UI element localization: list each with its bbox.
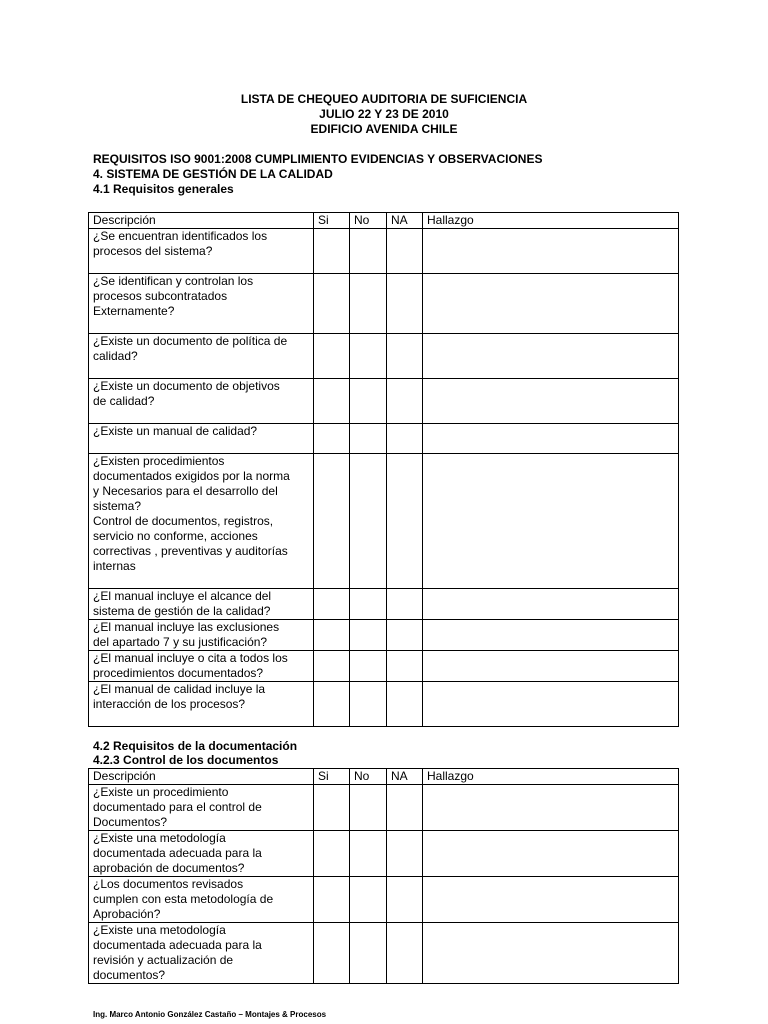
header-na: NA [387, 769, 423, 785]
answer-na-cell[interactable] [387, 682, 423, 727]
answer-no-cell[interactable] [350, 424, 387, 454]
answer-na-cell[interactable] [387, 620, 423, 651]
header-na: NA [387, 213, 423, 229]
question-text: ¿Se identifican y controlan los procesos subcontratados Externamente? [89, 274, 314, 334]
question-text: ¿Existe un manual de calidad? [89, 424, 314, 454]
header-si: Si [314, 213, 350, 229]
answer-si-cell[interactable] [314, 620, 350, 651]
answer-no-cell[interactable] [350, 682, 387, 727]
answer-si-cell[interactable] [314, 454, 350, 589]
answer-si-cell[interactable] [314, 334, 350, 379]
section-heading-document-control: 4.2.3 Control de los documentos [93, 753, 279, 767]
table-row [89, 877, 679, 923]
hallazgo-cell[interactable] [423, 682, 679, 727]
header-si: Si [314, 769, 350, 785]
answer-na-cell[interactable] [387, 334, 423, 379]
answer-no-cell[interactable] [350, 877, 387, 923]
question-text: ¿Existe una metodología documentada adecuada para la aprobación de documentos? [89, 831, 314, 877]
answer-na-cell[interactable] [387, 589, 423, 620]
table-row [89, 334, 679, 379]
answer-no-cell[interactable] [350, 620, 387, 651]
answer-na-cell[interactable] [387, 379, 423, 424]
section-heading-documentation: 4.2 Requisitos de la documentación [93, 739, 298, 753]
answer-no-cell[interactable] [350, 454, 387, 589]
table-row [89, 379, 679, 424]
header-no: No [350, 769, 387, 785]
checklist-table-documents [88, 768, 679, 984]
table-row [89, 620, 679, 651]
answer-na-cell[interactable] [387, 831, 423, 877]
answer-na-cell[interactable] [387, 229, 423, 274]
answer-si-cell[interactable] [314, 877, 350, 923]
table-row [89, 274, 679, 334]
title-line-3: EDIFICIO AVENIDA CHILE [310, 122, 458, 136]
section-heading-general-requirements: 4.1 Requisitos generales [93, 182, 234, 196]
answer-na-cell[interactable] [387, 923, 423, 984]
question-text: ¿Existe un procedimiento documentado para el control de Documentos? [89, 785, 314, 831]
hallazgo-cell[interactable] [423, 923, 679, 984]
answer-no-cell[interactable] [350, 274, 387, 334]
hallazgo-cell[interactable] [423, 424, 679, 454]
checklist-table-general [88, 212, 679, 727]
hallazgo-cell[interactable] [423, 651, 679, 682]
section-heading-quality-system: 4. SISTEMA DE GESTIÓN DE LA CALIDAD [93, 167, 333, 181]
footer-author: Ing. Marco Antonio González Castaño – Montajes & Procesos [93, 1010, 327, 1019]
answer-si-cell[interactable] [314, 923, 350, 984]
answer-si-cell[interactable] [314, 379, 350, 424]
question-text: ¿Existe una metodología documentada adecuada para la revisión y actualización de documentos? [89, 923, 314, 984]
answer-na-cell[interactable] [387, 785, 423, 831]
table-row [89, 831, 679, 877]
answer-no-cell[interactable] [350, 923, 387, 984]
question-text: ¿Se encuentran identificados los procesos del sistema? [89, 229, 314, 274]
header-descripcion: Descripción [89, 769, 314, 785]
table-row [89, 589, 679, 620]
question-text: ¿El manual incluye o cita a todos los procedimientos documentados? [89, 651, 314, 682]
answer-no-cell[interactable] [350, 785, 387, 831]
table-row [89, 454, 679, 589]
table-header-row [89, 769, 679, 785]
hallazgo-cell[interactable] [423, 454, 679, 589]
hallazgo-cell[interactable] [423, 785, 679, 831]
table-row [89, 682, 679, 727]
hallazgo-cell[interactable] [423, 831, 679, 877]
table-row [89, 229, 679, 274]
question-text: ¿Existe un documento de objetivos de calidad? [89, 379, 314, 424]
table-header-row [89, 213, 679, 229]
answer-no-cell[interactable] [350, 334, 387, 379]
header-no: No [350, 213, 387, 229]
title-line-1: LISTA DE CHEQUEO AUDITORIA DE SUFICIENCIA [240, 92, 528, 106]
answer-na-cell[interactable] [387, 424, 423, 454]
answer-si-cell[interactable] [314, 229, 350, 274]
table-row [89, 424, 679, 454]
hallazgo-cell[interactable] [423, 229, 679, 274]
answer-no-cell[interactable] [350, 831, 387, 877]
answer-si-cell[interactable] [314, 589, 350, 620]
answer-no-cell[interactable] [350, 379, 387, 424]
section-heading-requirements: REQUISITOS ISO 9001:2008 CUMPLIMIENTO EVIDENCIAS Y OBSERVACIONES [93, 152, 543, 166]
question-text: ¿Existen procedimientos documentados exigidos por la norma y Necesarios para el desarrollo del sistema? Control de documentos, registros, servicio no conforme, acciones correctivas , preventivas y auditorías internas [89, 454, 314, 589]
header-hallazgo: Hallazgo [423, 213, 679, 229]
answer-no-cell[interactable] [350, 589, 387, 620]
hallazgo-cell[interactable] [423, 334, 679, 379]
answer-no-cell[interactable] [350, 229, 387, 274]
hallazgo-cell[interactable] [423, 379, 679, 424]
table-row [89, 785, 679, 831]
answer-si-cell[interactable] [314, 682, 350, 727]
question-text: ¿El manual de calidad incluye la interacción de los procesos? [89, 682, 314, 727]
hallazgo-cell[interactable] [423, 620, 679, 651]
answer-si-cell[interactable] [314, 651, 350, 682]
answer-na-cell[interactable] [387, 877, 423, 923]
answer-si-cell[interactable] [314, 274, 350, 334]
question-text: ¿Los documentos revisados cumplen con esta metodología de Aprobación? [89, 877, 314, 923]
table-row [89, 923, 679, 984]
answer-si-cell[interactable] [314, 785, 350, 831]
header-hallazgo: Hallazgo [423, 769, 679, 785]
hallazgo-cell[interactable] [423, 589, 679, 620]
answer-si-cell[interactable] [314, 424, 350, 454]
answer-si-cell[interactable] [314, 831, 350, 877]
question-text: ¿El manual incluye el alcance del sistema de gestión de la calidad? [89, 589, 314, 620]
title-line-2: JULIO 22 Y 23 DE 2010 [319, 107, 449, 121]
header-descripcion: Descripción [89, 213, 314, 229]
table-row [89, 651, 679, 682]
document-title [0, 92, 768, 137]
hallazgo-cell[interactable] [423, 877, 679, 923]
question-text: ¿El manual incluye las exclusiones del apartado 7 y su justificación? [89, 620, 314, 651]
hallazgo-cell[interactable] [423, 274, 679, 334]
answer-no-cell[interactable] [350, 651, 387, 682]
answer-na-cell[interactable] [387, 454, 423, 589]
question-text: ¿Existe un documento de política de calidad? [89, 334, 314, 379]
answer-na-cell[interactable] [387, 274, 423, 334]
answer-na-cell[interactable] [387, 651, 423, 682]
